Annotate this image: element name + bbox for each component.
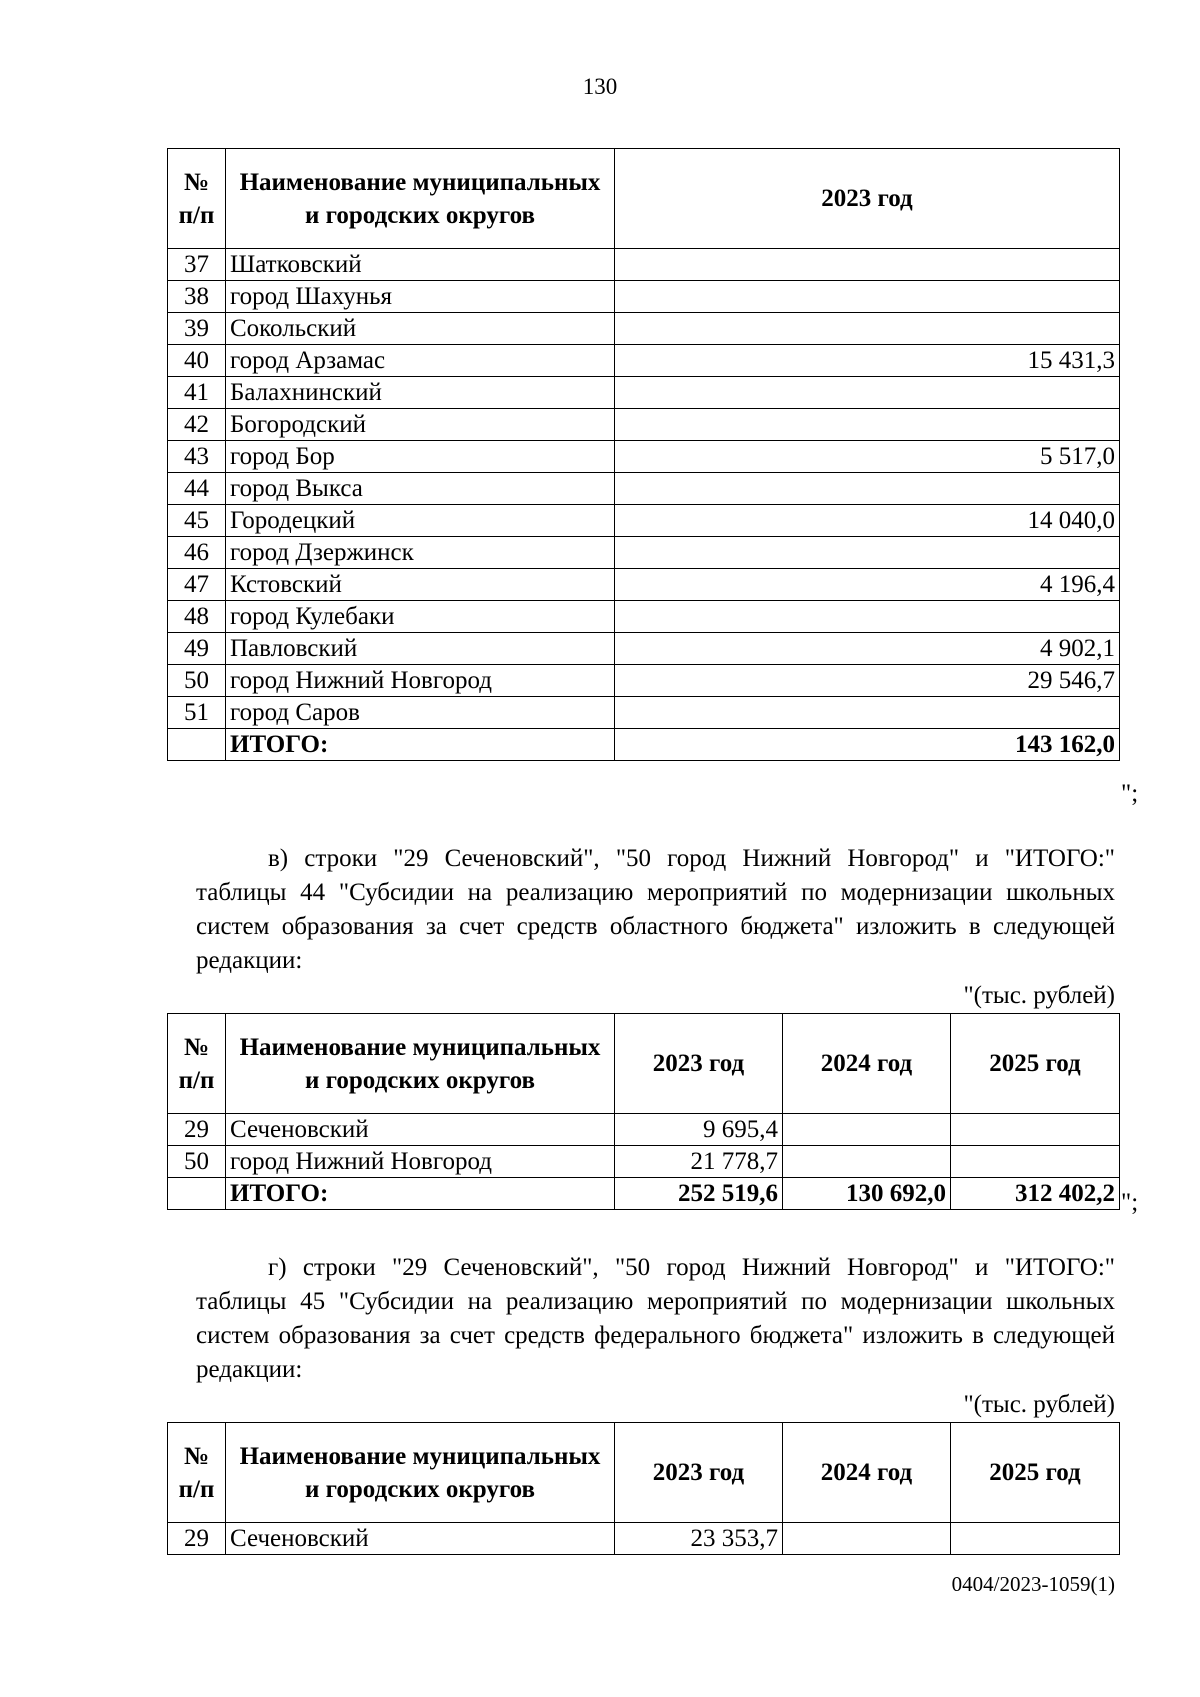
header-num: № п/п — [168, 1423, 226, 1523]
total-2023: 143 162,0 — [615, 729, 1120, 761]
row-number: 39 — [168, 313, 226, 345]
district-name: город Нижний Новгород — [226, 665, 615, 697]
row-number: 29 — [168, 1523, 226, 1555]
district-name: Сокольский — [226, 313, 615, 345]
district-name: Кстовский — [226, 569, 615, 601]
table-row — [168, 1523, 1120, 1555]
row-number-empty — [168, 1178, 226, 1210]
district-name: город Кулебаки — [226, 601, 615, 633]
table-row — [168, 665, 1120, 697]
row-number-empty — [168, 729, 226, 761]
table-row — [168, 537, 1120, 569]
value-2024 — [783, 1114, 951, 1146]
document-code: 0404/2023-1059(1) — [951, 1572, 1115, 1596]
value-2023 — [615, 313, 1120, 345]
header-2024: 2024 год — [783, 1423, 951, 1523]
district-name: город Арзамас — [226, 345, 615, 377]
table-row — [168, 249, 1120, 281]
district-name: город Шахунья — [226, 281, 615, 313]
value-2023: 4 196,4 — [615, 569, 1120, 601]
total-2023: 252 519,6 — [615, 1178, 783, 1210]
value-2023 — [615, 473, 1120, 505]
district-name: Шатковский — [226, 249, 615, 281]
table-row — [168, 505, 1120, 537]
total-row — [168, 729, 1120, 761]
row-number: 45 — [168, 505, 226, 537]
table2-body — [168, 1114, 1120, 1210]
table2-closing-quote: "; — [1121, 1189, 1139, 1216]
value-2023 — [615, 377, 1120, 409]
row-number: 42 — [168, 409, 226, 441]
value-2023: 15 431,3 — [615, 345, 1120, 377]
value-2023: 21 778,7 — [615, 1146, 783, 1178]
header-2023: 2023 год — [615, 1423, 783, 1523]
paragraph-v-text: в) строки "29 Сеченовский", "50 город Нижний Новгород" и "ИТОГО:" таблицы 44 "Субсидии на реализацию мероприятий по модернизации школьных систем образования за счет средств областного бюджета" изложить в следующей редакции: — [196, 845, 1115, 974]
table-row — [168, 441, 1120, 473]
header-num: № п/п — [168, 149, 226, 249]
table-row — [168, 1114, 1120, 1146]
district-name: город Бор — [226, 441, 615, 473]
paragraph-v — [196, 842, 1115, 978]
page-number: 130 — [582, 74, 618, 99]
district-name: Сеченовский — [226, 1523, 615, 1555]
value-2023: 4 902,1 — [615, 633, 1120, 665]
paragraph-g — [196, 1251, 1115, 1387]
unit-label-g: "(тыс. рублей) — [963, 1391, 1115, 1418]
row-number: 48 — [168, 601, 226, 633]
total-2024: 130 692,0 — [783, 1178, 951, 1210]
table-row — [168, 1146, 1120, 1178]
header-name: Наименование муниципальных и городских округов — [226, 149, 615, 249]
header-name: Наименование муниципальных и городских округов — [226, 1423, 615, 1523]
district-name: город Саров — [226, 697, 615, 729]
table1-closing-quote: "; — [1121, 780, 1139, 807]
paragraph-g-text: г) строки "29 Сеченовский", "50 город Нижний Новгород" и "ИТОГО:" таблицы 45 "Субсидии на реализацию мероприятий по модернизации школьных систем образования за счет средств федерального бюджета" изложить в следующей редакции: — [196, 1254, 1115, 1383]
header-2025: 2025 год — [951, 1014, 1120, 1114]
row-number: 50 — [168, 1146, 226, 1178]
total-label: ИТОГО: — [226, 729, 615, 761]
value-2023 — [615, 697, 1120, 729]
value-2025 — [951, 1114, 1120, 1146]
table-row — [168, 633, 1120, 665]
table-row — [168, 409, 1120, 441]
value-2025 — [951, 1146, 1120, 1178]
header-2024: 2024 год — [783, 1014, 951, 1114]
row-number: 38 — [168, 281, 226, 313]
row-number: 44 — [168, 473, 226, 505]
value-2023: 29 546,7 — [615, 665, 1120, 697]
value-2023 — [615, 409, 1120, 441]
value-2024 — [783, 1146, 951, 1178]
district-name: город Выкса — [226, 473, 615, 505]
table-row — [168, 345, 1120, 377]
header-name: Наименование муниципальных и городских округов — [226, 1014, 615, 1114]
value-2023 — [615, 601, 1120, 633]
district-name: Городецкий — [226, 505, 615, 537]
district-name: Сеченовский — [226, 1114, 615, 1146]
table-44-rows — [167, 1013, 1120, 1210]
row-number: 41 — [168, 377, 226, 409]
unit-label-v: "(тыс. рублей) — [963, 982, 1115, 1009]
district-name: Богородский — [226, 409, 615, 441]
value-2023: 14 040,0 — [615, 505, 1120, 537]
table-row — [168, 281, 1120, 313]
header-2023: 2023 год — [615, 1014, 783, 1114]
row-number: 49 — [168, 633, 226, 665]
header-2023: 2023 год — [615, 149, 1120, 249]
table1-body — [168, 249, 1120, 761]
header-num: № п/п — [168, 1014, 226, 1114]
value-2023 — [615, 281, 1120, 313]
row-number: 51 — [168, 697, 226, 729]
value-2023 — [615, 537, 1120, 569]
table-row — [168, 569, 1120, 601]
total-label: ИТОГО: — [226, 1178, 615, 1210]
value-2023: 23 353,7 — [615, 1523, 783, 1555]
total-2025: 312 402,2 — [951, 1178, 1120, 1210]
row-number: 40 — [168, 345, 226, 377]
value-2023 — [615, 249, 1120, 281]
table-45-rows — [167, 1422, 1120, 1555]
table-allocation-2023 — [167, 148, 1120, 761]
row-number: 43 — [168, 441, 226, 473]
header-2025: 2025 год — [951, 1423, 1120, 1523]
value-2023: 9 695,4 — [615, 1114, 783, 1146]
row-number: 47 — [168, 569, 226, 601]
row-number: 46 — [168, 537, 226, 569]
value-2023: 5 517,0 — [615, 441, 1120, 473]
row-number: 37 — [168, 249, 226, 281]
district-name: город Дзержинск — [226, 537, 615, 569]
district-name: город Нижний Новгород — [226, 1146, 615, 1178]
value-2024 — [783, 1523, 951, 1555]
table-row — [168, 601, 1120, 633]
total-row — [168, 1178, 1120, 1210]
table3-body — [168, 1523, 1120, 1555]
row-number: 29 — [168, 1114, 226, 1146]
value-2025 — [951, 1523, 1120, 1555]
table-row — [168, 377, 1120, 409]
table-row — [168, 313, 1120, 345]
district-name: Павловский — [226, 633, 615, 665]
table-row — [168, 473, 1120, 505]
table-row — [168, 697, 1120, 729]
row-number: 50 — [168, 665, 226, 697]
district-name: Балахнинский — [226, 377, 615, 409]
